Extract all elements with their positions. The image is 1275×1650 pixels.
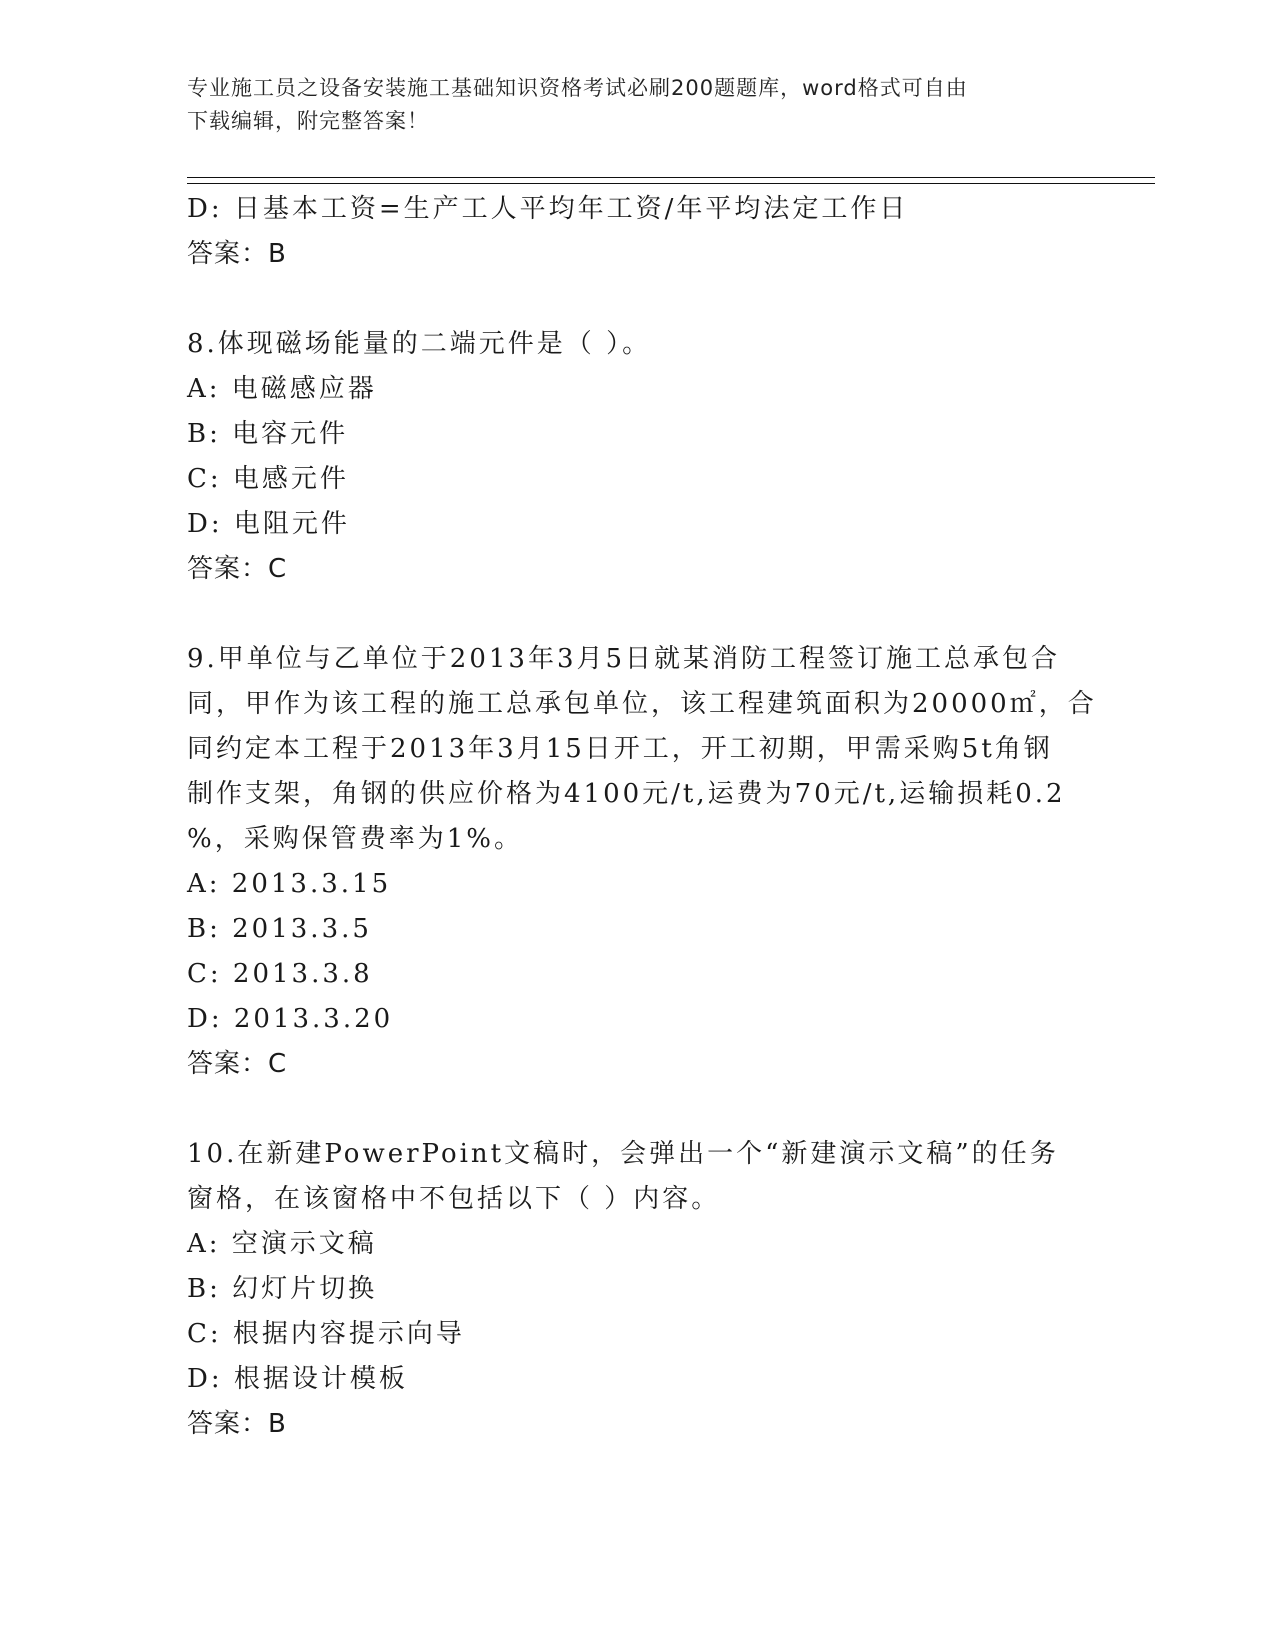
question-stem: 窗格，在该窗格中不包括以下（ ）内容。: [187, 1184, 721, 1214]
option-b: B: 幻灯片切换: [187, 1274, 378, 1304]
option-c: C: 2013.3.8: [187, 959, 373, 989]
spacer: [187, 592, 1087, 637]
option-a: A: 空演示文稿: [187, 1229, 377, 1259]
header-divider-top: [187, 177, 1155, 178]
spacer: [187, 1087, 1087, 1132]
question-stem: 同约定本工程于2013年3月15日开工，开工初期，甲需采购5t角钢: [187, 734, 1053, 764]
question-stem: 制作支架，角钢的供应价格为4100元/t,运费为70元/t,运输损耗0.2: [187, 779, 1066, 809]
header-line: 专业施工员之设备安装施工基础知识资格考试必刷200题题库，word格式可自由: [187, 76, 968, 100]
option-a: A: 2013.3.15: [187, 869, 392, 899]
option-a: A: 电磁感应器: [187, 374, 377, 404]
question-stem: 10.在新建PowerPoint文稿时，会弹出一个“新建演示文稿”的任务: [187, 1139, 1059, 1169]
question-stem: 8.体现磁场能量的二端元件是（ ）。: [187, 329, 652, 359]
option-b: B: 2013.3.5: [187, 914, 372, 944]
answer-line: 答案：B: [187, 1409, 287, 1439]
answer-line: 答案：B: [187, 239, 287, 269]
spacer: [187, 277, 1087, 322]
question-9: [187, 637, 1097, 1087]
question-8: [187, 322, 1087, 592]
answer-line: 答案：C: [187, 1049, 288, 1079]
question-stem: 同，甲作为该工程的施工总承包单位，该工程建筑面积为20000㎡，合: [187, 689, 1097, 719]
option-c: C: 根据内容提示向导: [187, 1319, 465, 1349]
option-b: B: 电容元件: [187, 419, 349, 449]
header-line: 下载编辑，附完整答案！: [187, 109, 429, 133]
option-d: D: 2013.3.20: [187, 1004, 394, 1034]
header-divider-bottom: [187, 183, 1155, 184]
question-list: [187, 187, 1097, 1447]
option-d: D: 根据设计模板: [187, 1364, 408, 1394]
option-d: D: 日基本工资=生产工人平均年工资/年平均法定工作日: [187, 194, 909, 224]
document-header: [187, 72, 1067, 138]
question-stem: %，采购保管费率为1%。: [187, 824, 523, 854]
answer-line: 答案：C: [187, 554, 288, 584]
option-d: D: 电阻元件: [187, 509, 350, 539]
question-stem: 9.甲单位与乙单位于2013年3月5日就某消防工程签订施工总承包合: [187, 644, 1061, 674]
question-10: [187, 1132, 1087, 1447]
option-c: C: 电感元件: [187, 464, 349, 494]
